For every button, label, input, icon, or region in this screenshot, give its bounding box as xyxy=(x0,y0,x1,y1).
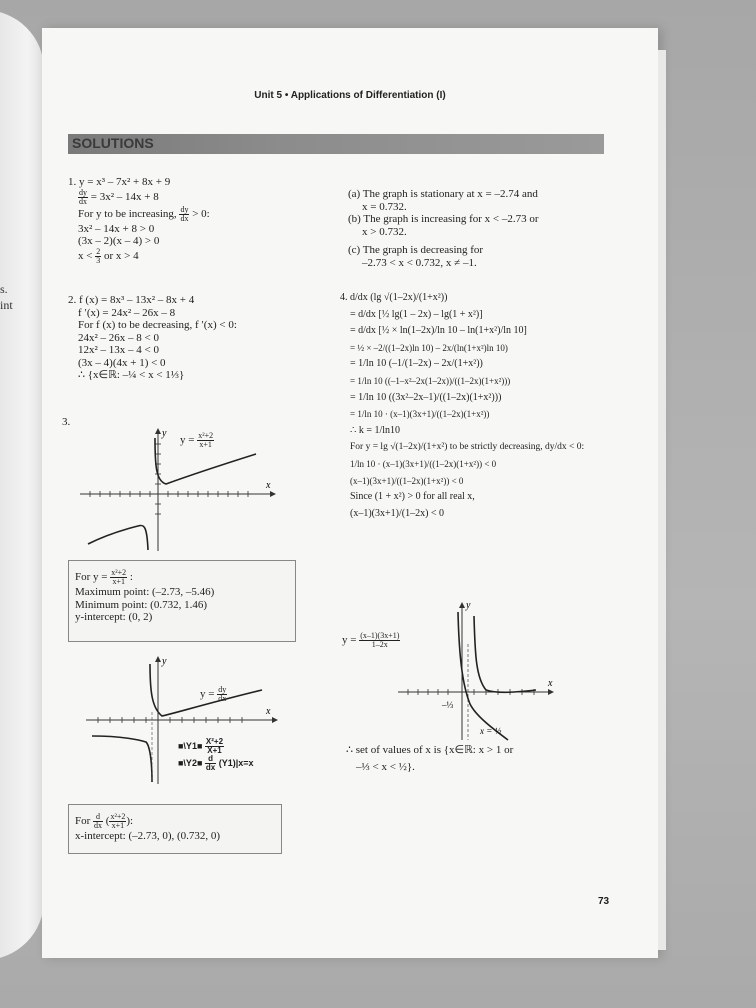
q3-derivative-box xyxy=(68,804,282,854)
book-page xyxy=(42,28,658,958)
q4-line: = 1/ln 10 ((3x²–2x–1)/((1–2x)(1+x²))) xyxy=(350,391,502,403)
answer-a-cont: x = 0.732. xyxy=(362,200,407,213)
answer-b: (b) The graph is increasing for x < –2.73 or xyxy=(348,213,539,225)
q2-line: f ′(x) = 24x² – 26x – 8 xyxy=(78,306,176,319)
axis-label-x: x xyxy=(548,678,553,689)
q1-line: x < $\frac{2}{3}$ or x > 4 xyxy=(78,246,139,265)
q4-line: = d/dx [½ lg(1 – 2x) – lg(1 + x²)] xyxy=(350,308,483,320)
left-page-edge xyxy=(0,10,44,960)
graph1-equation: y = $\frac{\text{x²+2}}{x+1}$ xyxy=(180,431,214,449)
left-page-fragment: int xyxy=(0,298,13,312)
maximum-point: Maximum point: (–2.73, –5.46) xyxy=(75,586,215,598)
left-page-fragment: s. xyxy=(0,282,8,296)
q4-graph xyxy=(358,594,558,744)
q4-graph-equation: y = $\frac{(x-1)(3x+1)}{1-2x}$ xyxy=(342,631,400,649)
q3-label: 3. xyxy=(62,416,71,428)
axis-label-y: y xyxy=(162,428,167,439)
axis-label-x: x xyxy=(266,480,271,491)
q2-line: 12x² – 13x – 4 < 0 xyxy=(78,344,160,356)
graph2-equation: y = $\frac{dy}{dx}$ xyxy=(200,685,227,703)
y-intercept: y-intercept: (0, 2) xyxy=(75,611,153,623)
calc-y2: ■\Y2■ $\frac{d}{dx}$ (Y1)|x=x xyxy=(178,754,254,772)
asymptote-label: x = ½ xyxy=(480,726,502,736)
q2-line: For f (x) to be decreasing, f ′(x) < 0: xyxy=(78,319,237,331)
page-number: 73 xyxy=(598,896,610,907)
q4-line: 4. d/dx (lg √(1–2x)/(1+x²)) xyxy=(340,292,448,303)
banner-label: SOLUTIONS xyxy=(72,135,154,151)
axis-label-y: y xyxy=(162,656,167,667)
q2-line: (3x – 4)(4x + 1) < 0 xyxy=(78,356,166,369)
q4-line: = 1/ln 10 · (x–1)(3x+1)/((1–2x)(1+x²)) xyxy=(350,409,490,420)
q4-line: For y = lg √(1–2x)/(1+x²) to be strictly decreasing, dy/dx < 0: xyxy=(350,442,585,453)
conclusion-line: ∴ set of values of x is {x∈ℝ: x > 1 or xyxy=(346,744,514,756)
q4-line: ∴ k = 1/ln10 xyxy=(350,424,401,436)
calculator-functions xyxy=(178,738,254,772)
q4-line: = 1/ln 10 ((–1–x²–2x(1–2x))/((1–2x)(1+x²))) xyxy=(350,375,511,386)
q3-results-box xyxy=(68,560,296,642)
q3-answers xyxy=(348,188,608,269)
q1-line: For y to be increasing, $\frac{dy}{dx}$ > 0: xyxy=(78,204,210,223)
q1-line: (3x – 2)(x – 4) > 0 xyxy=(78,235,160,247)
page-header: Unit 5 • Applications of Differentiation (I) xyxy=(254,90,446,101)
question-4 xyxy=(340,290,610,522)
q4-line: 1/ln 10 · (x–1)(3x+1)/((1–2x)(1+x²)) < 0 xyxy=(350,458,497,469)
answer-c-cont: –2.73 < x < 0.732, x ≠ –1. xyxy=(362,256,477,269)
minimum-point: Minimum point: (0.732, 1.46) xyxy=(75,598,207,611)
solutions-banner xyxy=(68,134,604,154)
x-intercepts: x-intercept: (–2.73, 0), (0.732, 0) xyxy=(75,830,221,842)
box2-line: For $\frac{d}{dx}$ ( $\frac{\text{x²+2}}{x+1}$ ): xyxy=(75,812,134,830)
question-1 xyxy=(68,176,338,265)
q4-line: Since (1 + x²) > 0 for all real x, xyxy=(350,491,475,503)
root-label: –⅓ xyxy=(442,700,454,710)
q4-conclusion xyxy=(346,744,513,773)
answer-b-cont: x > 0.732. xyxy=(362,225,407,238)
q1-line: 3x² – 14x + 8 > 0 xyxy=(78,222,155,235)
box1-line: For y = $\frac{\text{x²+2}}{x+1}$ : xyxy=(75,568,133,586)
answer-a: (a) The graph is stationary at x = –2.74 and xyxy=(348,188,538,200)
axis-label-y: y xyxy=(466,600,471,611)
q2-line: 2. f (x) = 8x³ – 13x² – 8x + 4 xyxy=(68,294,195,306)
q2-line: ∴ {x∈ℝ: –¼ < x < 1⅓} xyxy=(78,369,185,381)
q4-line: (x–1)(3x+1)/((1–2x)(1+x²)) < 0 xyxy=(350,475,464,486)
conclusion-line: –⅓ < x < ½}. xyxy=(356,760,415,773)
q4-line: (x–1)(3x+1)/(1–2x) < 0 xyxy=(350,507,445,519)
q1-line: 1. y = x³ – 7x² + 8x + 9 xyxy=(68,176,171,188)
calc-y1: ■\Y1■ $\frac{\text{X²+2}}{X+1}$ xyxy=(178,737,224,755)
q2-line: 24x² – 26x – 8 < 0 xyxy=(78,331,160,344)
q3-graph-function xyxy=(78,426,278,556)
axis-label-x: x xyxy=(266,706,271,717)
question-2 xyxy=(68,294,338,382)
page-edge xyxy=(658,50,666,950)
q4-line: = 1/ln 10 (–1/(1–2x) – 2x/(1+x²)) xyxy=(350,358,483,370)
q4-line: = d/dx [½ × ln(1–2x)/ln 10 – ln(1+x²)/ln 10] xyxy=(350,325,527,337)
q4-line: = ½ × –2/((1–2x)ln 10) – 2x/(ln(1+x²)ln 10) xyxy=(350,342,508,353)
answer-c: (c) The graph is decreasing for xyxy=(348,244,484,256)
q1-line: $\frac{dy}{dx}$ = 3x² – 14x + 8 xyxy=(79,187,159,206)
